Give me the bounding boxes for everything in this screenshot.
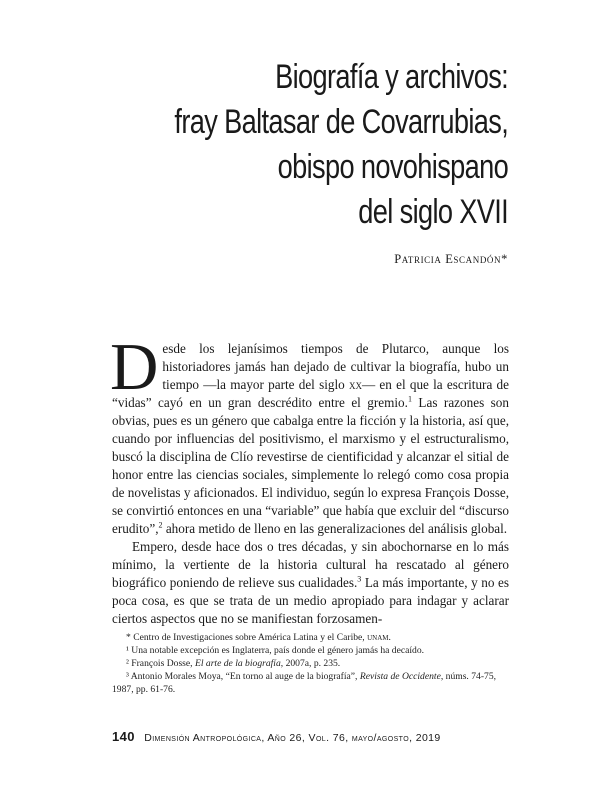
title-line: obispo novohispano — [277, 148, 508, 186]
footnote-ref[interactable]: 3 — [357, 574, 362, 584]
page-footer — [112, 729, 441, 744]
paragraph — [112, 538, 509, 628]
footnote-affiliation — [112, 631, 509, 644]
text-run: , núms. 74-75, 1987, pp. 61-76. — [112, 671, 497, 695]
small-caps-text: xx — [348, 377, 362, 392]
text-run: — en el que la escritura de “vidas” cayó en un gran descrédito entre el gremio. — [112, 377, 509, 410]
page-number: 140 — [112, 729, 135, 744]
footnote-3 — [112, 670, 509, 696]
text-run: esde los lejanísimos tiempos de Plutarco, aunque los historiadores jamás han dejado de cultivar la biografía, hubo un tiempo —la mayor parte del siglo — [162, 341, 509, 392]
article-title — [91, 55, 508, 235]
small-caps-text: unam — [367, 632, 389, 643]
text-run: Empero, desde hace dos o tres décadas, y sin abochornarse en lo más mínimo, la vertiente de la historia cultural ha rescatado al género biográfico poniendo de relieve sus cualidades. — [112, 539, 509, 590]
author-name: Patricia Escandón* — [394, 252, 508, 266]
footnotes — [112, 631, 509, 696]
footnote-1: ¹ Una notable excepción es Inglaterra, país donde el género jamás ha decaído. — [126, 645, 425, 656]
text-run: La más importante, y no es poca cosa, es que se trata de un medio apropiado para indagar y aclarar ciertos aspectos que no se manifiestan forzosamen- — [112, 575, 510, 626]
footnote-ref[interactable]: 1 — [407, 394, 412, 404]
footnote-ref[interactable]: 2 — [158, 520, 163, 530]
title-line: Biografía y archivos: — [275, 58, 508, 96]
title-line: fray Baltasar de Covarrubias, — [174, 103, 508, 141]
paragraph — [110, 330, 509, 538]
journal-citation: Dimensión Antropológica, Año 26, Vol. 76, mayo/agosto, 2019 — [144, 732, 441, 744]
drop-cap: D — [110, 330, 159, 404]
text-run: * Centro de Investigaciones sobre América Latina y el Caribe, — [126, 632, 368, 643]
text-run: ² François Dosse, — [126, 658, 195, 669]
title-line: del siglo XVII — [358, 193, 508, 231]
italic-text: El arte de la biografía — [194, 658, 281, 669]
footnote-2 — [112, 657, 509, 670]
article-body — [110, 330, 510, 628]
text-run: ³ Antonio Morales Moya, “En torno al auge de la biografía”, — [126, 671, 360, 682]
text-run: . — [388, 632, 391, 643]
text-run: , 2007a, p. 235. — [280, 658, 341, 669]
italic-text: Revista de Occidente — [359, 671, 441, 682]
text-run: Las razones son obvias, pues es un género que cabalga entre la ficción y la historia, así que, cuando por influencias del positivismo, el marxismo y el estructuralismo, buscó la disciplina de Clío revestirse de cientificidad y alcanzar el sitial de honor entre las ciencias sociales, simplemente lo relegó como cosa propia de novelistas y aficionados. El individuo, según lo expresa François Dosse, se convirtió entonces en una “variable” que había que excluir del “discurso erudito”, — [112, 395, 509, 536]
text-run: ahora metido de lleno en las generalizaciones del análisis global. — [162, 521, 508, 536]
